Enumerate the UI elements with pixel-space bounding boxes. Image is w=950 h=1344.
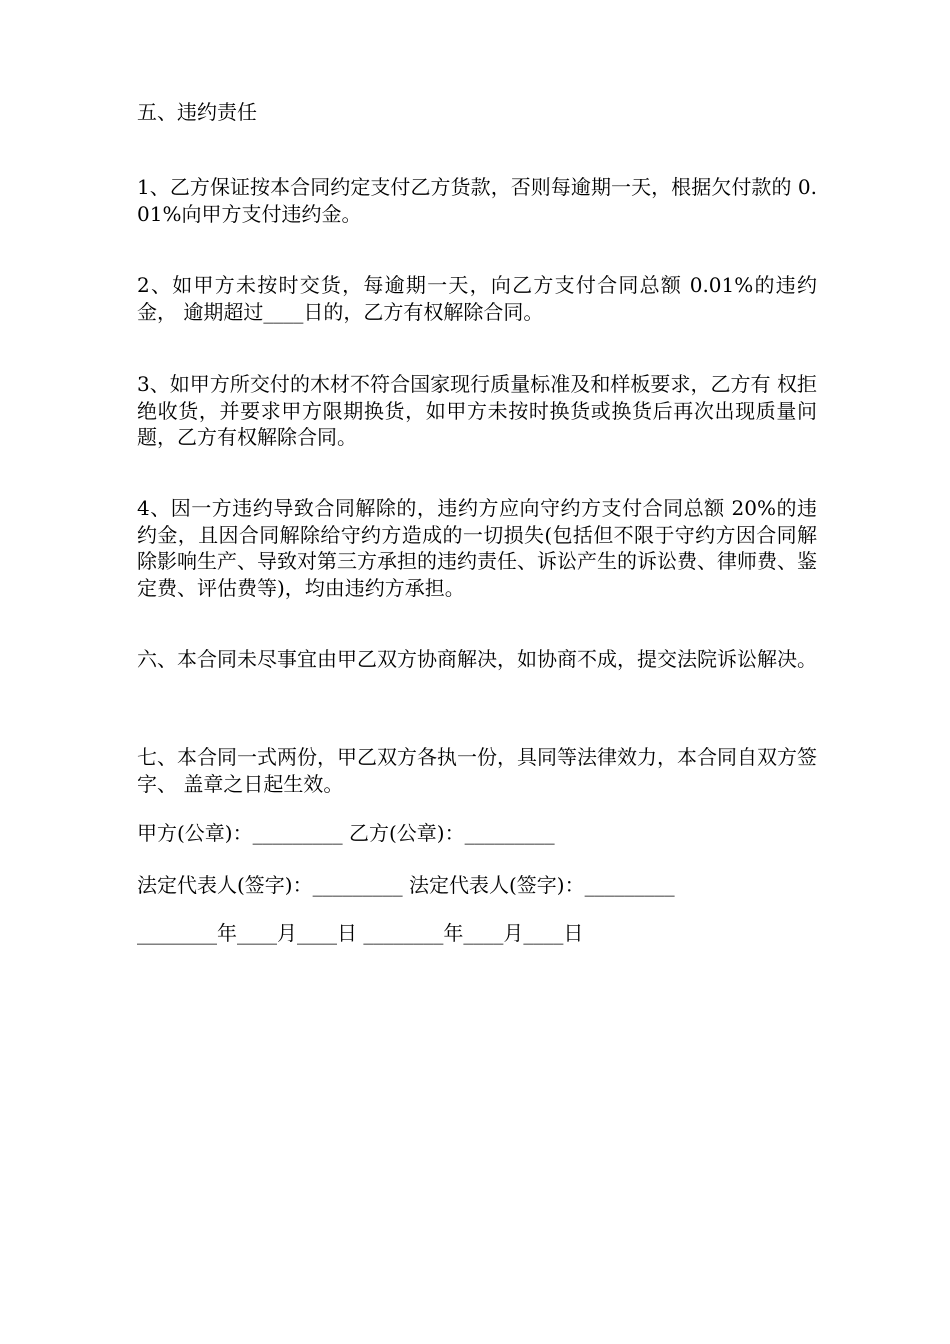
clause-1-payment-penalty: 1、乙方保证按本合同约定支付乙方货款，否则每逾期一天，根据欠付款的 0.01%向甲方支付违约金。	[137, 175, 817, 226]
section-7-effectiveness: 七、本合同一式两份，甲乙双方各执一份，具同等法律效力，本合同自双方签字、 盖章之日起生效。	[137, 745, 817, 796]
date-line: ________年____月____日 ________年____月____日	[137, 921, 584, 945]
legal-representative-signature-line: 法定代表人(签字)：_________ 法定代表人(签字)：_________	[137, 873, 675, 897]
party-seal-line: 甲方(公章)：_________ 乙方(公章)：_________	[137, 821, 555, 845]
clause-2-delivery-delay: 2、如甲方未按时交货，每逾期一天，向乙方支付合同总额 0.01%的违约金， 逾期超过____日的，乙方有权解除合同。	[137, 273, 817, 324]
clause-3-quality-rejection: 3、如甲方所交付的木材不符合国家现行质量标准及和样板要求，乙方有 权拒绝收货，并要求甲方限期换货，如甲方未按时换货或换货后再次出现质量问题，乙方有权解除合同。	[137, 372, 817, 449]
clause-4-termination-damages: 4、因一方违约导致合同解除的，违约方应向守约方支付合同总额 20%的违约金，且因合同解除给守约方造成的一切损失(包括但不限于守约方因合同解除影响生产、导致对第三方承担的违约责任、诉讼产生的诉讼费、律师费、鉴定费、评估费等)，均由违约方承担。	[137, 496, 817, 600]
section-heading-breach-liability: 五、违约责任	[137, 100, 257, 124]
section-6-dispute-resolution: 六、本合同未尽事宜由甲乙双方协商解决，如协商不成，提交法院诉讼解决。	[137, 647, 817, 671]
